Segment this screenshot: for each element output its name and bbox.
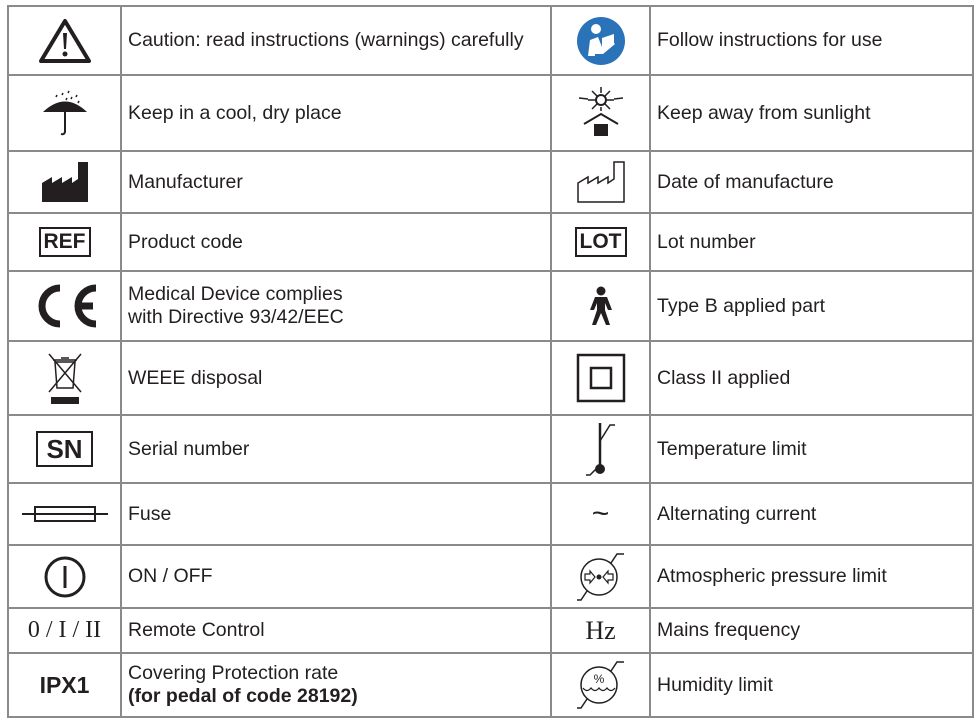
symbol-label: Keep in a cool, dry place — [121, 75, 551, 151]
alternating-current-icon: ~ — [551, 483, 650, 545]
symbol-label: Mains frequency — [650, 608, 973, 653]
symbol-label: Keep away from sunlight — [650, 75, 973, 151]
symbol-label: Alternating current — [650, 483, 973, 545]
symbol-label: Type B applied part — [650, 271, 973, 341]
symbol-label: Medical Device complies — [128, 283, 343, 305]
table-row — [8, 6, 973, 75]
table-row — [8, 653, 973, 717]
symbol-label: Humidity limit — [650, 653, 973, 717]
manufacturer-icon — [8, 151, 121, 213]
symbol-label-line2: with Directive 93/42/EEC — [128, 306, 344, 328]
date-of-manufacture-icon — [551, 151, 650, 213]
remote-control-icon: 0 / I / II — [8, 608, 121, 653]
ce-mark-icon — [8, 271, 121, 341]
fuse-icon — [8, 483, 121, 545]
symbol-label: WEEE disposal — [121, 341, 551, 415]
hz-icon: Hz — [551, 608, 650, 653]
symbol-label: Remote Control — [121, 608, 551, 653]
percent-symbol: % — [593, 672, 604, 686]
symbol-label: Manufacturer — [121, 151, 551, 213]
symbol-label: Temperature limit — [650, 415, 973, 483]
type-b-applied-part-icon — [551, 271, 650, 341]
follow-instructions-icon — [551, 6, 650, 75]
table-row — [8, 341, 973, 415]
weee-bin-icon — [8, 341, 121, 415]
class-ii-icon — [551, 341, 650, 415]
symbol-label: Lot number — [650, 213, 973, 271]
symbols-table — [7, 5, 974, 718]
ref-icon: REF — [39, 227, 91, 257]
umbrella-rain-icon — [8, 75, 121, 151]
table-row — [8, 213, 973, 271]
symbol-label-line2: (for pedal of code 28192) — [128, 685, 358, 707]
caution-triangle-icon — [8, 6, 121, 75]
table-row — [8, 75, 973, 151]
symbol-label: Serial number — [121, 415, 551, 483]
table-row — [8, 545, 973, 608]
symbol-label: Follow instructions for use — [650, 6, 973, 75]
humidity-limit-icon — [551, 653, 650, 717]
symbol-label: ON / OFF — [121, 545, 551, 608]
symbol-label: Product code — [121, 213, 551, 271]
table-row — [8, 483, 973, 545]
sunlight-icon — [551, 75, 650, 151]
table-row — [8, 151, 973, 213]
atmospheric-pressure-icon — [551, 545, 650, 608]
table-row — [8, 271, 973, 341]
temperature-limit-icon — [551, 415, 650, 483]
symbol-label: Covering Protection rate — [128, 662, 339, 684]
table-row — [8, 608, 973, 653]
sn-icon: SN — [36, 431, 92, 467]
table-row — [8, 415, 973, 483]
symbol-label: Caution: read instructions (warnings) carefully — [121, 6, 551, 75]
symbol-label: Fuse — [121, 483, 551, 545]
symbol-label: Date of manufacture — [650, 151, 973, 213]
ipx1-icon: IPX1 — [8, 653, 121, 717]
lot-icon: LOT — [575, 227, 627, 257]
symbol-label: Atmospheric pressure limit — [650, 545, 973, 608]
power-on-off-icon — [8, 545, 121, 608]
symbol-label: Class II applied — [650, 341, 973, 415]
